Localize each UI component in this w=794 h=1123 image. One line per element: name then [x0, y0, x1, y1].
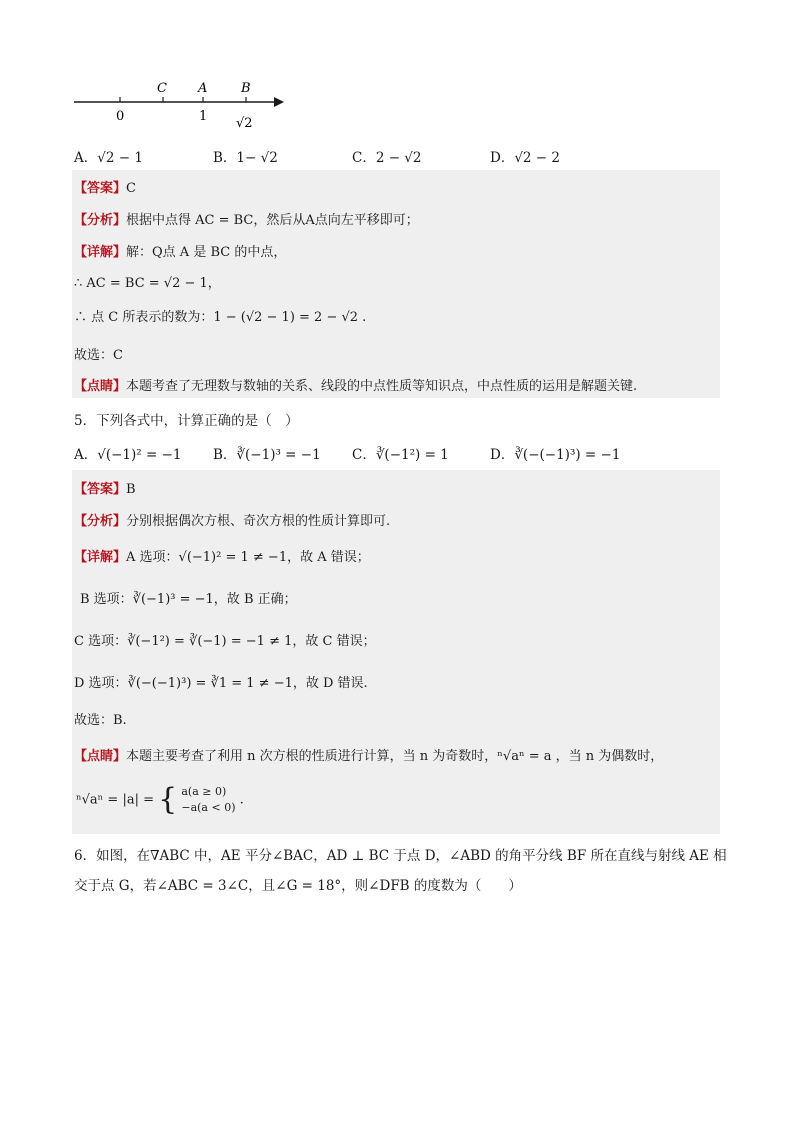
- tick-label-sqrt2: √2: [236, 116, 253, 131]
- q5-detail-d: D 选项：∛(−(−1)³) = ∛1 = 1 ≠ −1，故 D 错误.: [74, 676, 368, 691]
- comment-tag: 【点睛】: [74, 379, 127, 394]
- point-label-a: A: [198, 81, 208, 96]
- formula-lhs: ⁿ√aⁿ = |a| =: [76, 792, 154, 808]
- detail-text: 解：Q点 A 是 BC 的中点，: [126, 245, 287, 260]
- number-line-arrow: [274, 97, 284, 107]
- q4-option-b: B．1− √2: [213, 150, 278, 166]
- q4-choose: 故选：C: [74, 348, 123, 363]
- answer-value: C: [126, 181, 136, 196]
- q4-detail-2: ∴ AC = BC = √2 − 1，: [74, 276, 221, 291]
- q5-detail-a: [74, 546, 370, 565]
- number-line-figure: [72, 74, 302, 134]
- case-2: −a(a < 0): [181, 801, 236, 814]
- q5-analysis: [74, 510, 390, 529]
- q5-option-d: D．∛(−(−1)³) = −1: [490, 447, 621, 463]
- point-label-b: B: [241, 81, 251, 96]
- q5-stem: 5．下列各式中，计算正确的是（ ）: [74, 413, 299, 429]
- tick-label-1: 1: [199, 109, 208, 124]
- q5-option-c: C．∛(−1²) = 1: [352, 447, 449, 463]
- detail-tag: 【详解】: [74, 245, 127, 260]
- q5-option-b: B．∛(−1)³ = −1: [213, 447, 321, 463]
- answer-value: B: [126, 482, 136, 497]
- q5-detail-c: C 选项：∛(−1²) = ∛(−1) = −1 ≠ 1，故 C 错误；: [74, 634, 376, 649]
- q4-option-a: A．√2 − 1: [74, 150, 143, 166]
- analysis-tag: 【分析】: [74, 514, 127, 529]
- comment-text: 本题考查了无理数与数轴的关系、线段的中点性质等知识点，中点性质的运用是解题关键.: [126, 379, 638, 394]
- detail-tag: 【详解】: [74, 550, 127, 565]
- analysis-tag: 【分析】: [74, 213, 127, 228]
- answer-tag: 【答案】: [74, 181, 127, 196]
- q5-comment: [74, 745, 663, 764]
- cases-brace: {: [158, 782, 178, 817]
- cases-list: [181, 784, 235, 816]
- q4-detail-1: [74, 241, 286, 260]
- q5-detail-b: B 选项：∛(−1)³ = −1，故 B 正确；: [80, 592, 297, 607]
- q4-option-d: D．√2 − 2: [490, 150, 560, 166]
- case-1: a(a ≥ 0): [181, 785, 227, 798]
- q4-answer: [74, 177, 136, 196]
- q5-piecewise-formula: [76, 784, 244, 816]
- q5-answer: [74, 478, 136, 497]
- tick-label-0: 0: [116, 109, 125, 124]
- q6-stem-line-2: 交于点 G，若∠ABC = 3∠C，且∠G = 18°，则∠DFB 的度数为（ ）: [74, 878, 522, 894]
- answer-tag: 【答案】: [74, 482, 127, 497]
- comment-text: 本题主要考查了利用 n 次方根的性质进行计算，当 n 为奇数时，ⁿ√aⁿ = a ，当 n 为偶数时，: [126, 749, 664, 764]
- q4-detail-3: ∴ 点 C 所表示的数为：1 − (√2 − 1) = 2 − √2 .: [74, 310, 367, 325]
- q4-comment: [74, 375, 637, 394]
- q4-option-c: C．2 − √2: [352, 150, 422, 166]
- detail-text: A 选项：√(−1)² = 1 ≠ −1，故 A 错误；: [126, 550, 370, 565]
- point-label-c: C: [157, 81, 167, 96]
- q5-choose: 故选：B.: [74, 713, 127, 728]
- q6-stem-line-1: 6．如图，在∇ABC 中，AE 平分∠BAC，AD ⊥ BC 于点 D，∠ABD 的角平分线 BF 所在直线与射线 AE 相: [74, 848, 727, 864]
- analysis-text: 分别根据偶次方根、奇次方根的性质计算即可.: [126, 514, 391, 529]
- formula-period: .: [239, 792, 244, 808]
- analysis-text: 根据中点得 AC = BC，然后从A点向左平移即可；: [126, 213, 419, 228]
- q4-analysis: [74, 209, 419, 228]
- q5-option-a: A．√(−1)² = −1: [74, 447, 182, 463]
- comment-tag: 【点睛】: [74, 749, 127, 764]
